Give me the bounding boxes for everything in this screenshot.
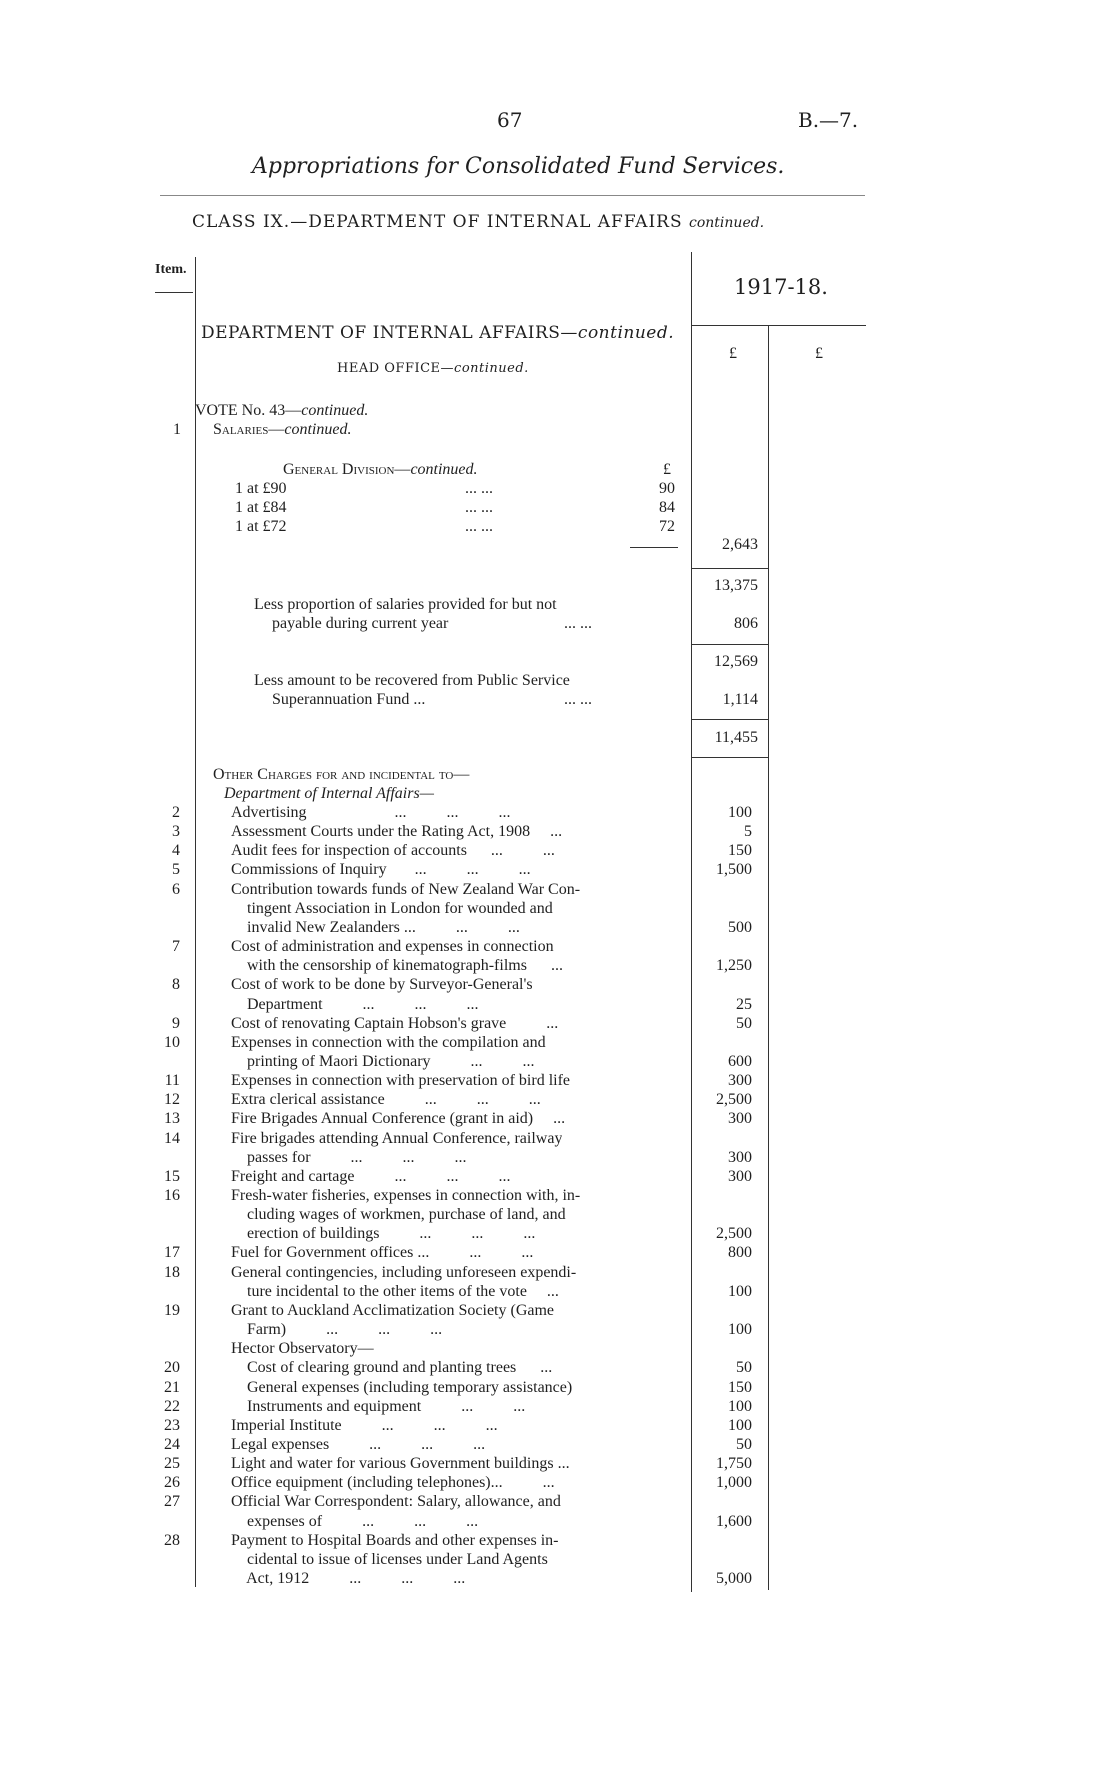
item-amount: 600 (728, 1052, 752, 1070)
general-division-row: 1 at £90 ... ... 90 (235, 480, 675, 497)
amount-column-left-rule (691, 252, 692, 1592)
item-number: 3 (172, 823, 180, 841)
item-amount: 100 (728, 804, 752, 821)
document-reference: B.—7. (798, 108, 859, 132)
item-number: 24 (164, 1435, 180, 1453)
item-description-line: Audit fees for inspection of accounts ... ... (231, 842, 555, 860)
item-amount: 150 (728, 842, 752, 860)
total-rule (691, 757, 769, 758)
less-provision-dots: ... ... (564, 615, 592, 632)
item-amount: 1,600 (716, 1512, 752, 1530)
item-amount: 5 (744, 823, 752, 841)
item-amount: 800 (728, 1244, 752, 1262)
item-column-label: Item. (155, 262, 187, 277)
item-number: 12 (164, 1091, 180, 1109)
item-amount: 25 (736, 995, 752, 1013)
item-number: 9 (172, 1014, 180, 1032)
item-description-line: Cost of clearing ground and planting trees ... (231, 1359, 553, 1377)
item-number: 8 (172, 976, 180, 994)
other-charges-subheading: Department of Internal Affairs— (224, 785, 434, 802)
item-amount: 300 (728, 1110, 752, 1128)
less-superannuation-line-2: Superannuation Fund ... (272, 691, 426, 708)
item-description-line: tingent Association in London for wounded and (231, 899, 553, 917)
item-description-line: cidental to issue of licenses under Land Agents (231, 1550, 548, 1568)
salaries-item-number: 1 (173, 421, 181, 438)
item-number: 26 (164, 1474, 180, 1492)
item-description-line: Freight and cartage ... ... ... (231, 1167, 511, 1185)
general-division-sum-rule (630, 547, 678, 548)
year-rule (691, 325, 866, 326)
item-number: 10 (164, 1033, 180, 1051)
subtotal-before-provision: 13,375 (714, 577, 758, 594)
item-description-line: Fire brigades attending Annual Conference, railway (231, 1129, 563, 1147)
general-division-total: 2,643 (722, 536, 758, 553)
salaries-heading: Salaries—continued. (213, 421, 352, 438)
less-superannuation-line-1: Less amount to be recovered from Public Service (254, 672, 570, 689)
item-number: 18 (164, 1263, 180, 1281)
item-amount: 5,000 (716, 1570, 752, 1587)
item-amount: 50 (736, 1435, 752, 1453)
vote-heading: VOTE No. 43—continued. (195, 402, 369, 419)
item-description-line: Official War Correspondent: Salary, allowance, and (231, 1493, 561, 1511)
item-number: 16 (164, 1187, 180, 1204)
item-description-line: Extra clerical assistance ... ... ... (231, 1091, 541, 1109)
item-description-line: Expenses in connection with the compilation and (231, 1033, 546, 1051)
item-number: 22 (164, 1397, 180, 1415)
item-number: 5 (172, 861, 180, 879)
item-amount: 1,000 (716, 1474, 752, 1492)
item-description-line: Fuel for Government offices ... ... ... (231, 1244, 534, 1262)
item-number: 7 (172, 938, 180, 956)
item-amount: 1,500 (716, 861, 752, 879)
item-number: 25 (164, 1455, 180, 1473)
item-description-line: Legal expenses ... ... ... (231, 1435, 486, 1453)
item-amount: 300 (728, 1167, 752, 1185)
item-number: 28 (164, 1531, 180, 1549)
item-number: 20 (164, 1359, 180, 1377)
item-amount: 500 (728, 918, 752, 936)
other-charges-heading: Other Charges for and incidental to— (213, 766, 470, 783)
item-description-line: passes for ... ... ... (231, 1148, 467, 1166)
item-description-line: Fire Brigades Annual Conference (grant in aid) ... (231, 1110, 566, 1128)
less-superannuation-dots: ... ... (564, 691, 592, 708)
item-amount: 100 (728, 1416, 752, 1434)
page-title: Appropriations for Consolidated Fund Services. (252, 154, 785, 179)
item-description-line: Imperial Institute ... ... ... (231, 1416, 498, 1434)
total-rule (691, 719, 769, 720)
item-description-line: Instruments and equipment ... ... (231, 1397, 526, 1415)
item-description-line: Cost of administration and expenses in connection (231, 938, 554, 956)
item-description-line: with the censorship of kinematograph-films ... (231, 957, 563, 975)
item-description-line: printing of Maori Dictionary ... ... (231, 1052, 535, 1070)
item-number: 13 (164, 1110, 180, 1128)
item-description-line: Assessment Courts under the Rating Act, 1908 ... (231, 823, 563, 841)
subtotal-rule (691, 644, 769, 645)
item-description-line: Cost of renovating Captain Hobson's grave ... (231, 1014, 559, 1032)
hector-observatory-heading: Hector Observatory— (231, 1340, 374, 1358)
pound-sign-column-1: £ (729, 345, 737, 362)
head-office-heading: HEAD OFFICE—continued. (337, 361, 529, 376)
item-description-line: General contingencies, including unforeseen expendi- (231, 1263, 577, 1281)
item-description-line: Farm) ... ... ... (231, 1321, 443, 1339)
item-number: 27 (164, 1493, 180, 1511)
item-amount: 100 (728, 1321, 752, 1339)
item-description-line: General expenses (including temporary assistance) (231, 1378, 573, 1396)
pound-sign-column-2: £ (815, 345, 823, 362)
item-description-line: Act, 1912 ... ... ... (231, 1570, 466, 1587)
year-heading: 1917-18. (734, 275, 828, 299)
item-number: 14 (164, 1129, 180, 1147)
item-description-line: Payment to Hospital Boards and other expenses in- (231, 1531, 559, 1549)
item-amount: 2,500 (716, 1225, 752, 1243)
item-description-line: Advertising ... ... ... (231, 804, 511, 821)
item-amount: 50 (736, 1014, 752, 1032)
item-number: 2 (172, 804, 180, 821)
item-number: 4 (172, 842, 180, 860)
subtotal-rule (691, 568, 769, 569)
class-heading: CLASS IX.—DEPARTMENT OF INTERNAL AFFAIRS continued. (192, 212, 765, 232)
amount-column-divider (768, 325, 769, 1590)
item-number: 17 (164, 1244, 180, 1262)
item-number: 23 (164, 1416, 180, 1434)
general-division-heading: General Division—continued. (283, 461, 478, 478)
item-description-line: Commissions of Inquiry ... ... ... (231, 861, 531, 879)
item-amount: 1,750 (716, 1455, 752, 1473)
item-description-line: erection of buildings ... ... ... (231, 1225, 536, 1243)
item-description-line: Cost of work to be done by Surveyor-General's (231, 976, 533, 994)
less-superannuation-value: 1,114 (722, 691, 758, 708)
item-description-line: ture incidental to the other items of the vote ... (231, 1282, 559, 1300)
item-amount: 1,250 (716, 957, 752, 975)
subtotal-after-provision: 12,569 (714, 653, 758, 670)
general-division-pound-sign: £ (663, 461, 671, 478)
item-amount: 50 (736, 1359, 752, 1377)
less-provision-line-1: Less proportion of salaries provided for but not (254, 596, 557, 613)
item-number: 15 (164, 1167, 180, 1185)
item-description-line: Expenses in connection with preservation of bird life (231, 1072, 571, 1090)
page-number: 67 (497, 108, 523, 132)
department-heading: DEPARTMENT OF INTERNAL AFFAIRS—continued. (201, 323, 675, 343)
less-provision-line-2: payable during current year (272, 615, 449, 632)
item-description-line: Grant to Auckland Acclimatization Society (Game (231, 1301, 555, 1319)
item-number: 11 (164, 1072, 180, 1090)
item-number: 6 (172, 880, 180, 898)
item-number: 19 (164, 1301, 180, 1319)
salaries-net-total: 11,455 (714, 729, 758, 746)
title-rule (160, 195, 865, 196)
item-description-line: Contribution towards funds of New Zealand War Con- (231, 880, 581, 898)
item-amount: 100 (728, 1282, 752, 1300)
less-provision-value: 806 (734, 615, 758, 632)
item-description-line: cluding wages of workmen, purchase of land, and (231, 1206, 566, 1224)
item-description-line: Department ... ... ... (231, 995, 479, 1013)
item-description-line: Fresh-water fisheries, expenses in connection with, in- (231, 1187, 581, 1204)
general-division-row: 1 at £72 ... ... 72 (235, 518, 675, 535)
item-description-line: expenses of ... ... ... (231, 1512, 479, 1530)
description-column-left-rule (195, 257, 196, 1587)
item-label-rule (155, 292, 193, 293)
item-amount: 2,500 (716, 1091, 752, 1109)
item-amount: 100 (728, 1397, 752, 1415)
item-amount: 300 (728, 1072, 752, 1090)
item-description-line: Light and water for various Government buildings ... (231, 1455, 570, 1473)
general-division-row: 1 at £84 ... ... 84 (235, 499, 675, 516)
item-description-line: invalid New Zealanders ... ... ... (231, 918, 520, 936)
item-number: 21 (164, 1378, 180, 1396)
item-amount: 300 (728, 1148, 752, 1166)
item-amount: 150 (728, 1378, 752, 1396)
item-description-line: Office equipment (including telephones)... ... (231, 1474, 555, 1492)
